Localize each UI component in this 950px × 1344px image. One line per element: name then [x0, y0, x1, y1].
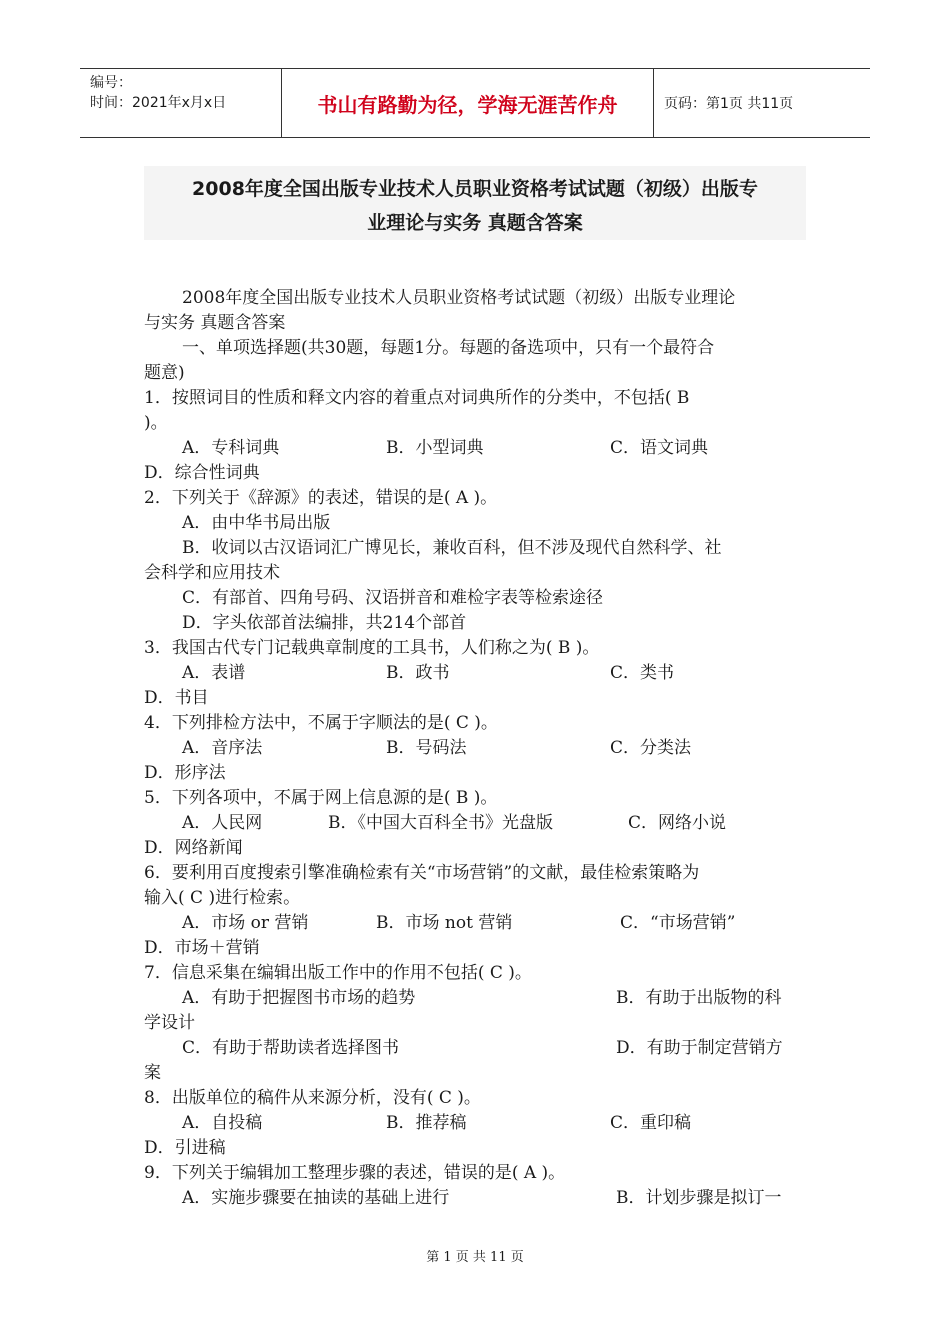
- question-4: 4．下列排检方法中，不属于字顺法的是( C )。: [144, 713, 498, 733]
- section-heading-2: 题意): [144, 363, 185, 383]
- header-page-number: 页码：第1页 共11页: [664, 96, 794, 112]
- option-a: A．表谱: [182, 663, 246, 683]
- document-title: [144, 166, 806, 240]
- option-b-line-1: B．计划步骤是拟订一: [616, 1188, 782, 1208]
- option-d: D．综合性词典: [144, 463, 260, 483]
- question-8: 8．出版单位的稿件从来源分析，没有( C )。: [144, 1088, 481, 1108]
- option-d: D．字头依部首法编排，共214个部首: [182, 613, 467, 633]
- option-b: B．小型词典: [386, 438, 484, 458]
- option-a: A．人民网: [182, 813, 263, 833]
- question-1-options: [144, 436, 806, 461]
- question-9-options: [144, 1186, 806, 1211]
- option-d: D．形序法: [144, 763, 226, 783]
- option-d: D．引进稿: [144, 1138, 226, 1158]
- header-motto: 书山有路勤为径，学海无涯苦作舟: [282, 69, 654, 137]
- option-c: C．分类法: [610, 738, 692, 758]
- option-c: C．重印稿: [610, 1113, 692, 1133]
- question-5: 5．下列各项中，不属于网上信息源的是( B )。: [144, 788, 498, 808]
- header-code: 编号：: [90, 75, 132, 91]
- option-d: D．书目: [144, 688, 209, 708]
- intro-line-2: 与实务 真题含答案: [144, 313, 286, 333]
- question-1-line-1: 1．按照词目的性质和释文内容的着重点对词典所作的分类中，不包括( B: [144, 388, 690, 408]
- title-line-2: 业理论与实务 真题含答案: [367, 212, 583, 234]
- option-a: A．专科词典: [182, 438, 280, 458]
- option-a: A．音序法: [182, 738, 263, 758]
- option-b-line-1: B．有助于出版物的科: [616, 988, 782, 1008]
- question-7-options-1: [144, 986, 806, 1011]
- option-d-line-2: 案: [144, 1063, 161, 1083]
- option-d-line-1: D．有助于制定营销方: [616, 1038, 783, 1058]
- question-8-options: [144, 1111, 806, 1136]
- page-footer: 第 1 页 共 11 页: [426, 1250, 524, 1265]
- option-b-line-1: B．收词以古汉语词汇广博见长，兼收百科，但不涉及现代自然科学、社: [182, 538, 722, 558]
- option-c: C．“市场营销”: [620, 913, 736, 933]
- section-heading-1: 一、单项选择题(共30题，每题1分。每题的备选项中，只有一个最符合: [182, 338, 715, 358]
- question-3: 3．我国古代专门记载典章制度的工具书，人们称之为( B )。: [144, 638, 600, 658]
- header-table: [80, 68, 870, 138]
- question-6-line-2: 输入( C )进行检索。: [144, 888, 301, 908]
- option-a: A．市场 or 营销: [182, 913, 309, 933]
- header-left-cell: [80, 69, 282, 137]
- option-d: D．市场＋营销: [144, 938, 260, 958]
- option-b: B．《中国大百科全书》光盘版: [328, 813, 553, 833]
- option-b: B．市场 not 营销: [376, 913, 513, 933]
- option-c: C．有助于帮助读者选择图书: [182, 1038, 400, 1058]
- question-2: 2．下列关于《辞源》的表述，错误的是( A )。: [144, 488, 498, 508]
- option-b: B．号码法: [386, 738, 467, 758]
- option-a: A．有助于把握图书市场的趋势: [182, 988, 416, 1008]
- intro-line-1: 2008年度全国出版专业技术人员职业资格考试试题（初级）出版专业理论: [182, 288, 736, 308]
- option-b-line-2: 学设计: [144, 1013, 195, 1033]
- question-7: 7．信息采集在编辑出版工作中的作用不包括( C )。: [144, 963, 532, 983]
- title-line-1: 2008年度全国出版专业技术人员职业资格考试试题（初级）出版专: [192, 178, 758, 200]
- question-1-line-2: )。: [144, 413, 168, 433]
- option-d: D．网络新闻: [144, 838, 243, 858]
- header-time: 时间：2021年x月x日: [90, 95, 227, 111]
- option-b: B．推荐稿: [386, 1113, 467, 1133]
- question-6-line-1: 6．要利用百度搜索引擎准确检索有关“市场营销”的文献，最佳检索策略为: [144, 863, 700, 883]
- option-c: C．语文词典: [610, 438, 709, 458]
- option-a: A．由中华书局出版: [182, 513, 331, 533]
- question-5-options: [144, 811, 806, 836]
- option-b: B．政书: [386, 663, 450, 683]
- question-3-options: [144, 661, 806, 686]
- document-body: [144, 286, 806, 1211]
- option-a: A．实施步骤要在抽读的基础上进行: [182, 1188, 450, 1208]
- question-9: 9．下列关于编辑加工整理步骤的表述，错误的是( A )。: [144, 1163, 566, 1183]
- option-c: C．网络小说: [628, 813, 727, 833]
- question-7-options-2: [144, 1036, 806, 1061]
- question-4-options: [144, 736, 806, 761]
- option-c: C．有部首、四角号码、汉语拼音和难检字表等检索途径: [182, 588, 604, 608]
- option-b-line-2: 会科学和应用技术: [144, 563, 280, 583]
- option-a: A．自投稿: [182, 1113, 263, 1133]
- question-6-options: [144, 911, 806, 936]
- option-c: C．类书: [610, 663, 675, 683]
